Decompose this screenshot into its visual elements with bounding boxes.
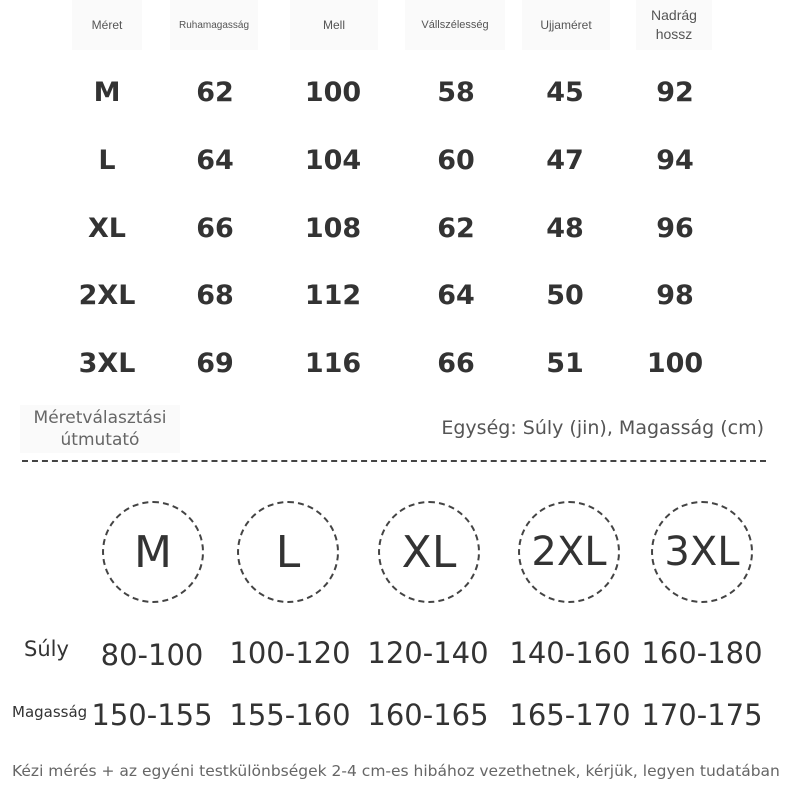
size-circle-xl: XL — [378, 501, 480, 603]
table-cell: 98 — [656, 279, 694, 311]
weight-value: 100-120 — [229, 636, 351, 670]
header-size: Méret — [72, 0, 142, 50]
table-cell: 112 — [304, 279, 362, 311]
header-chest: Mell — [290, 0, 378, 50]
header-garment-length: Ruhamagasság — [170, 0, 258, 50]
header-pants-length: Nadrág hossz — [636, 0, 712, 50]
table-cell: 108 — [304, 212, 362, 244]
weight-label: Súly — [24, 637, 69, 661]
table-cell: 2XL — [78, 279, 136, 311]
height-value: 170-175 — [641, 698, 763, 732]
table-cell: M — [93, 76, 121, 108]
weight-value: 160-180 — [641, 636, 763, 670]
height-value: 160-165 — [367, 698, 489, 732]
header-shoulder-width: Vállszélesség — [405, 0, 505, 50]
table-cell: 69 — [196, 347, 234, 379]
table-cell: 92 — [656, 76, 694, 108]
height-value: 155-160 — [229, 698, 351, 732]
height-label: Magasság — [12, 703, 88, 721]
table-cell: 3XL — [78, 347, 136, 379]
table-cell: 58 — [437, 76, 475, 108]
table-cell: 96 — [656, 212, 694, 244]
table-cell: 47 — [546, 144, 584, 176]
height-value: 150-155 — [91, 698, 213, 732]
table-cell: 62 — [437, 212, 475, 244]
table-cell: 51 — [546, 347, 584, 379]
table-cell: 116 — [304, 347, 362, 379]
weight-value: 140-160 — [509, 636, 631, 670]
table-cell: 62 — [196, 76, 234, 108]
table-cell: XL — [87, 212, 127, 244]
table-cell: 45 — [546, 76, 584, 108]
table-cell: 50 — [546, 279, 584, 311]
height-value: 165-170 — [509, 698, 631, 732]
weight-value: 120-140 — [367, 636, 489, 670]
table-cell: 64 — [196, 144, 234, 176]
dashed-divider — [22, 460, 766, 462]
table-cell: L — [98, 144, 116, 176]
unit-note: Egység: Súly (jin), Magasság (cm) — [441, 417, 764, 439]
weight-value: 80-100 — [100, 638, 204, 672]
table-cell: 100 — [646, 347, 704, 379]
table-cell: 64 — [437, 279, 475, 311]
table-cell: 66 — [196, 212, 234, 244]
table-cell: 100 — [304, 76, 362, 108]
size-circle-2xl: 2XL — [518, 501, 620, 603]
size-circle-m: M — [102, 501, 204, 603]
table-cell: 104 — [304, 144, 362, 176]
table-cell: 68 — [196, 279, 234, 311]
table-cell: 48 — [546, 212, 584, 244]
guide-title: Méretválasztási útmutató — [20, 405, 180, 453]
size-circle-l: L — [237, 501, 339, 603]
size-circle-3xl: 3XL — [651, 501, 753, 603]
table-cell: 66 — [437, 347, 475, 379]
table-cell: 94 — [656, 144, 694, 176]
header-sleeve-length: Ujjaméret — [522, 0, 610, 50]
measurement-note: Kézi mérés + az egyéni testkülönbségek 2-4 cm-es hibához vezethetnek, kérjük, legyen tudatában — [12, 762, 780, 780]
table-cell: 60 — [437, 144, 475, 176]
